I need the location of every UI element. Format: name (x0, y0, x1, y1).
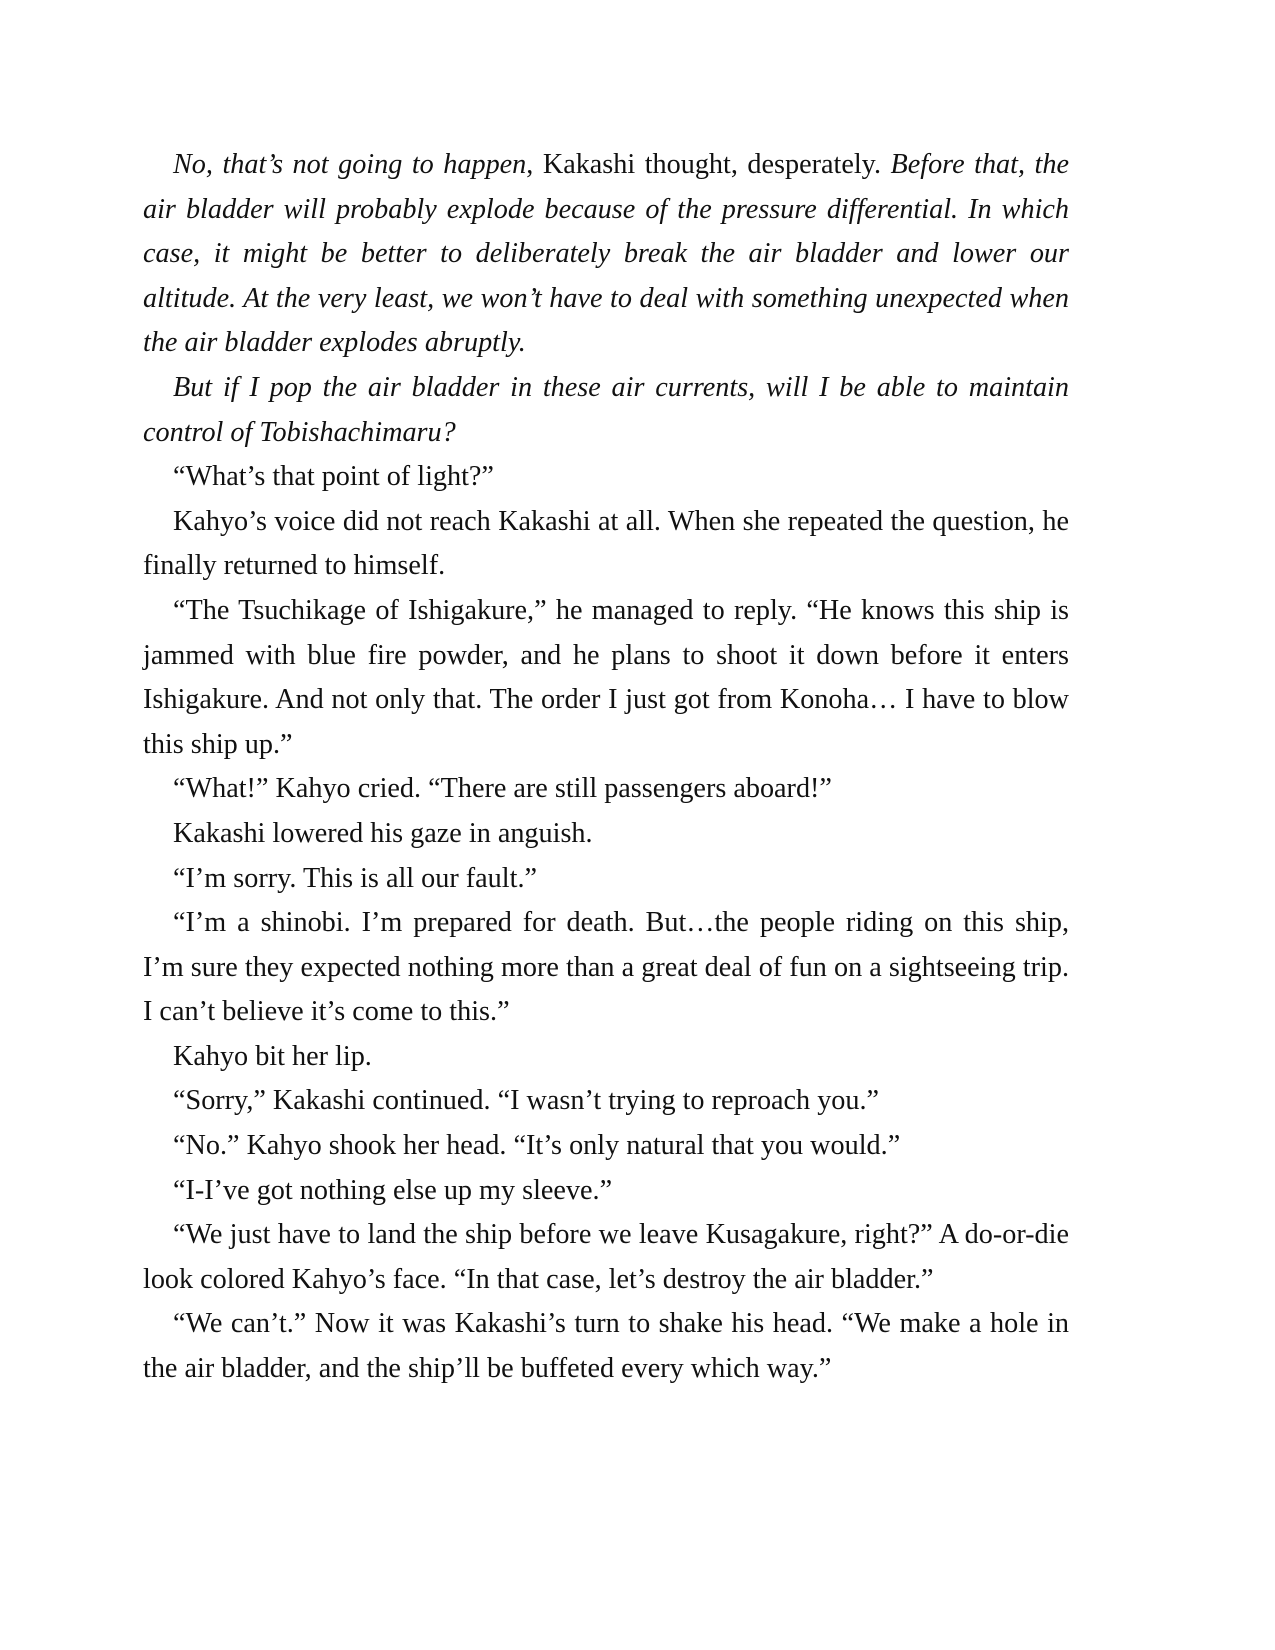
paragraph (143, 1213, 1069, 1302)
paragraph (143, 812, 1069, 857)
text-segment: “I’m a shinobi. I’m prepared for death. But…the people riding on this ship, I’m sure they expected nothing more than a great deal of fun on a sightseeing trip. I can’t believe it’s come to this.” (143, 907, 1069, 1028)
paragraph (143, 589, 1069, 767)
text-segment: Kahyo bit her lip. (173, 1040, 372, 1072)
text-segment: , Kakashi thought, desperately. (526, 149, 891, 180)
paragraph (143, 1079, 1069, 1124)
text-segment: “No.” Kahyo shook her head. “It’s only natural that you would.” (173, 1130, 901, 1162)
paragraph (143, 901, 1069, 1035)
text-segment: “We can’t.” Now it was Kakashi’s turn to shake his head. “We make a hole in the air bladder, and the ship’ll be buffeted every which way.” (143, 1308, 1069, 1385)
text-segment: “What!” Kahyo cried. “There are still passengers aboard!” (173, 773, 832, 805)
text-segment: “What’s that point of light?” (173, 461, 494, 493)
text-segment: “I’m sorry. This is all our fault.” (173, 862, 538, 894)
text-segment: Kakashi lowered his gaze in anguish. (173, 817, 593, 849)
paragraph (143, 366, 1069, 455)
text-segment: “Sorry,” Kakashi continued. “I wasn’t trying to reproach you.” (173, 1085, 880, 1117)
paragraph (143, 1302, 1069, 1391)
paragraph (143, 1169, 1069, 1214)
paragraph (143, 767, 1069, 812)
paragraph (143, 455, 1069, 500)
paragraph (143, 143, 1069, 366)
italic-text: No, that’s not going to happen (173, 149, 527, 180)
paragraph (143, 1124, 1069, 1169)
italic-text: But if I pop the air bladder in these air currents, will I be able to maintain control of Tobishachimaru? (143, 371, 1069, 448)
text-segment: “I-I’ve got nothing else up my sleeve.” (173, 1174, 613, 1206)
paragraph (143, 857, 1069, 902)
text-segment: “The Tsuchikage of Ishigakure,” he managed to reply. “He knows this ship is jammed with blue fire powder, and he plans to shoot it down before it enters Ishigakure. And not only that. The order I just got from Konoha… I have to blow this ship up.” (143, 594, 1069, 760)
paragraph (143, 500, 1069, 589)
text-segment: “We just have to land the ship before we leave Kusagakure, right?” A do-or-die look colored Kahyo’s face. “In that case, let’s destroy the air bladder.” (143, 1219, 1069, 1295)
text-segment: Kahyo’s voice did not reach Kakashi at all. When she repeated the question, he finally returned to himself. (143, 505, 1069, 582)
paragraph (143, 1035, 1069, 1080)
page-body (143, 143, 1069, 1392)
italic-text: Before that, the air bladder will probably explode because of the pressure differential. In which case, it might be better to deliberately break the air bladder and lower our altitude. At the very least, we won’t have to deal with something unexpected when the air bladder explodes abruptly. (143, 149, 1069, 359)
